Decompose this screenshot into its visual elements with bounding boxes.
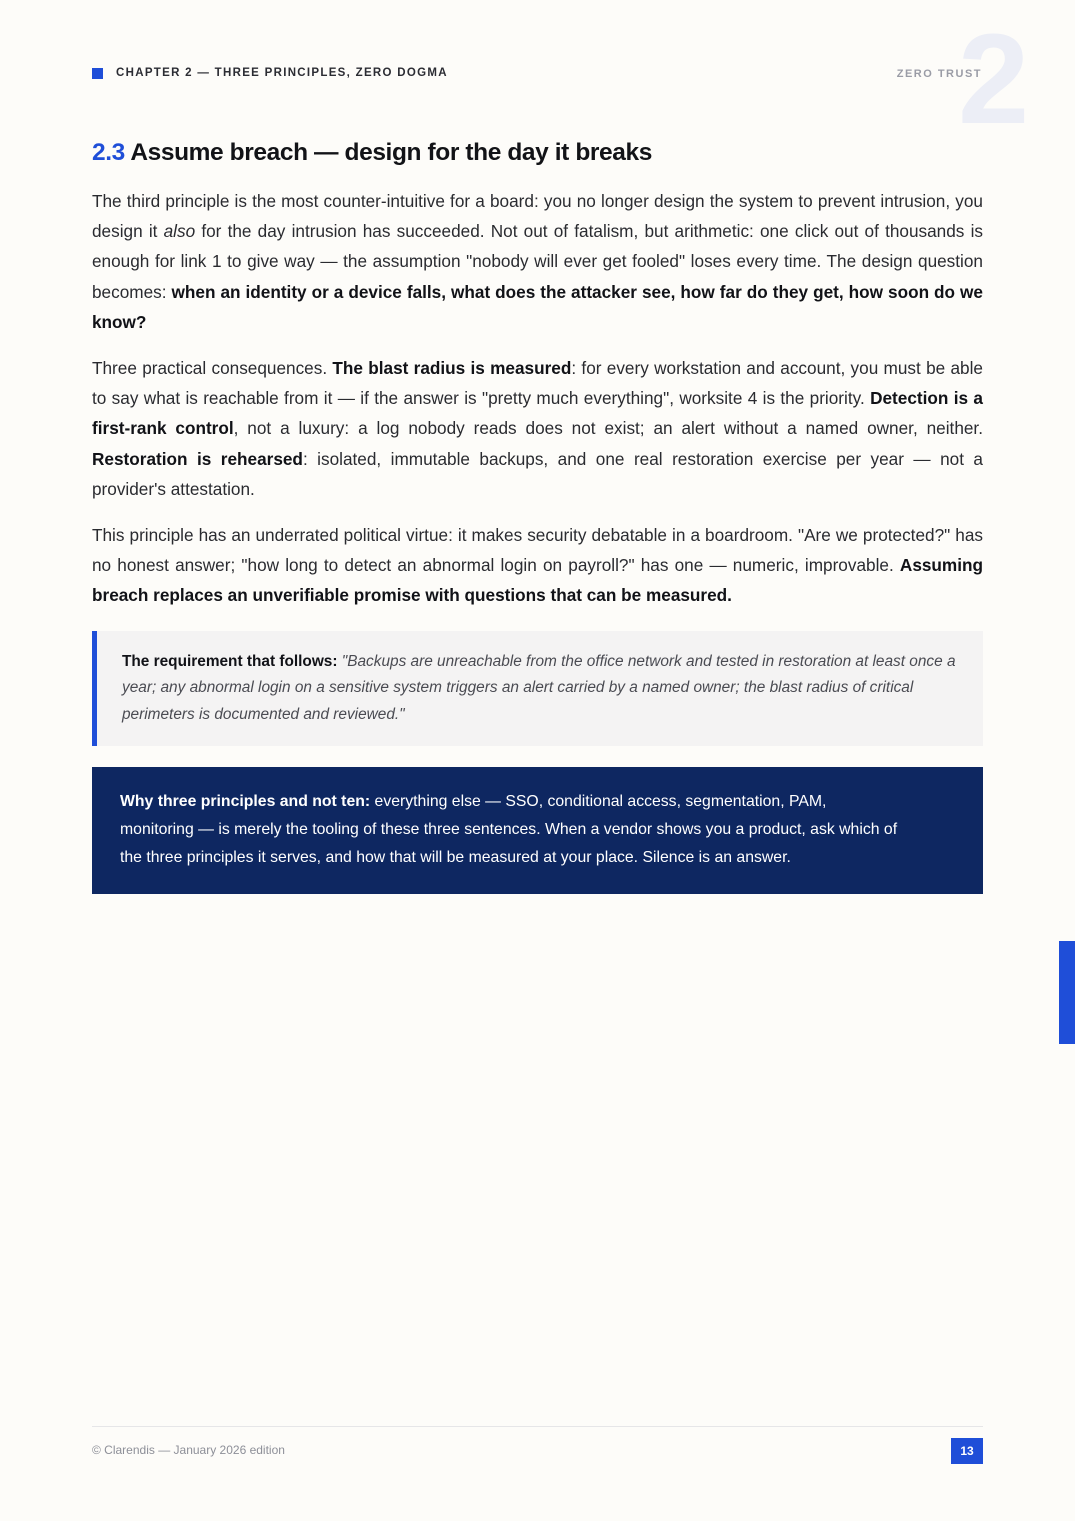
- paragraph-text: , not a luxury: a log nobody reads does not exist; an alert without a named owner, neither.: [233, 418, 983, 439]
- paragraph-bold: Assuming breach replaces an unverifiable promise with questions that can be measured.: [92, 555, 983, 606]
- paragraph-bold: when an identity or a device falls, what does the attacker see, how far do they get, how soon do we know?: [92, 281, 983, 332]
- paragraph-text: The third principle is the most counter-intuitive for a board: you no longer design the system to prevent intrusion, you design it: [92, 191, 983, 242]
- footer-divider: [92, 1426, 983, 1427]
- paragraph-1: [92, 186, 983, 337]
- callout-text: everything else — SSO, conditional access, segmentation, PAM, monitoring — is merely the tooling of these three sentences. When a vendor shows you a product, ask which of the three principles it serves, and how that will be measured at your place. Silence is an answer.: [120, 793, 898, 867]
- paragraph-text: This principle has an underrated political virtue: it makes security debatable in a boardroom. "Are we protected?" has no honest answer; "how long to detect an abnormal login on payroll?" has one — numeric, improvable.: [92, 525, 983, 576]
- chapter-number-watermark: 2: [958, 8, 1030, 151]
- paragraph-2: [92, 353, 983, 504]
- requirement-quote: [92, 631, 983, 747]
- footer-copyright: © Clarendis — January 2026 edition: [92, 1443, 285, 1457]
- chapter-label: CHAPTER 2 — THREE PRINCIPLES, ZERO DOGMA: [116, 67, 448, 79]
- section-title: Assume breach — design for the day it breaks: [130, 139, 652, 166]
- paragraph-emphasis: also: [163, 221, 196, 242]
- chapter-side-tab: [1059, 941, 1075, 1044]
- paragraph-bold: Detection is a first-rank control: [92, 388, 983, 439]
- callout-box: [92, 767, 983, 894]
- chapter-marker-square: [92, 68, 103, 79]
- running-title: ZERO TRUST: [896, 68, 982, 80]
- paragraph-bold: The blast radius is measured: [332, 358, 572, 379]
- paragraph-text: : isolated, immutable backups, and one real restoration exercise per year — not a provider's attestation.: [92, 448, 983, 499]
- paragraph-text: : for every workstation and account, you must be able to say what is reachable from it — if the answer is "pretty much everything", worksite 4 is the priority.: [92, 358, 983, 409]
- paragraph-text: Three practical consequences.: [92, 358, 333, 379]
- page-number-badge: 13: [951, 1438, 983, 1464]
- section-heading: [92, 136, 983, 170]
- requirement-text: "Backups are unreachable from the office network and tested in restoration at least once a year; any abnormal login on a sensitive system triggers an alert carried by a named owner; the blast radius of critical perimeters is documented and reviewed.": [122, 652, 956, 723]
- requirement-label: The requirement that follows:: [122, 652, 338, 670]
- page-header: [92, 66, 982, 84]
- section-number: 2.3: [92, 139, 125, 166]
- paragraph-text: for the day intrusion has succeeded. Not out of fatalism, but arithmetic: one click out of thousands is enough for link 1 to give way — the assumption "nobody will ever get fooled" loses every time. The design question becomes:: [92, 221, 983, 302]
- main-content: [92, 136, 983, 894]
- callout-label: Why three principles and not ten:: [120, 793, 371, 811]
- paragraph-bold: Restoration is rehearsed: [92, 448, 303, 469]
- paragraph-3: [92, 520, 983, 611]
